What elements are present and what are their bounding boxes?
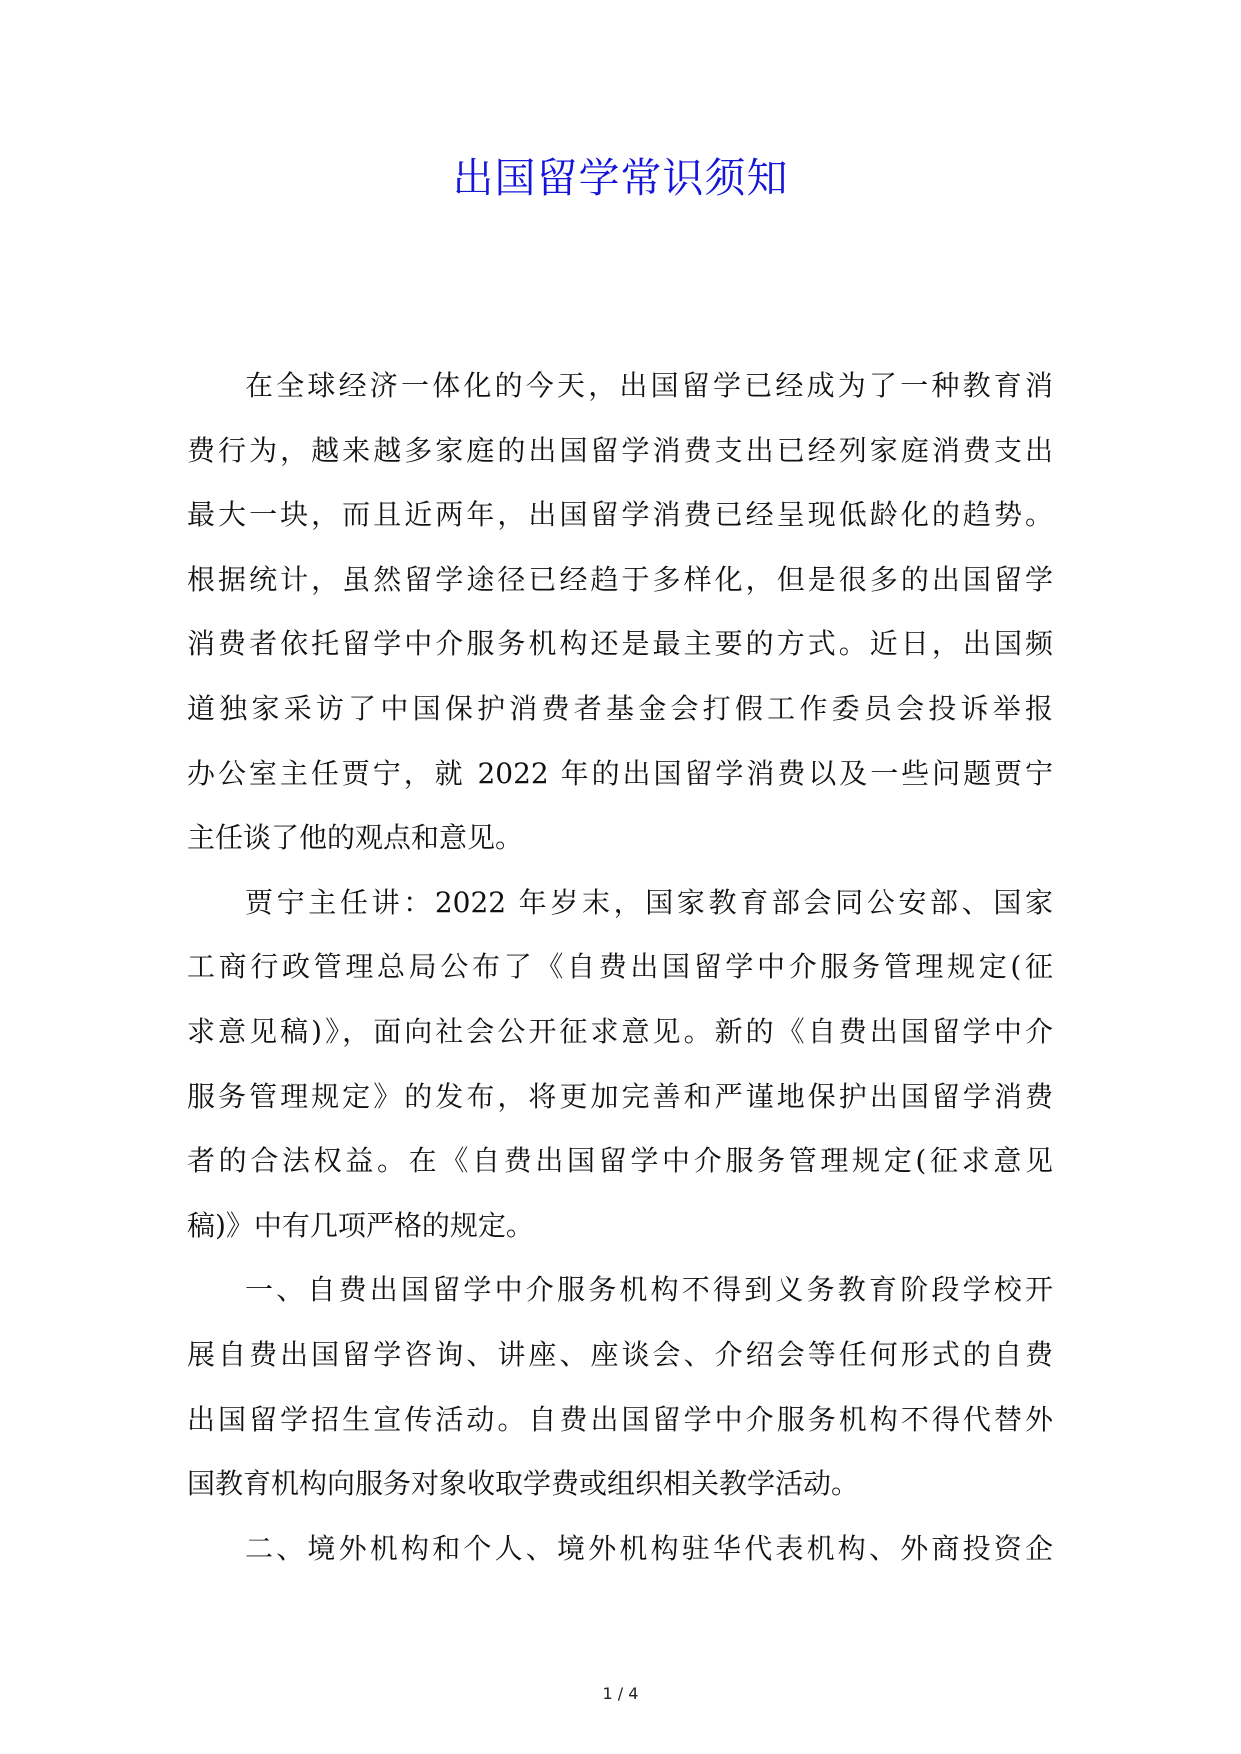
text-line: 稿)》中有几项严格的规定。 [187,1208,534,1242]
paragraph-4 [187,1517,1053,1582]
document-title: 出国留学常识须知 [452,154,789,202]
text-line: 二、境外机构和个人、境外机构驻华代表机构、外商投资企 [245,1531,1053,1565]
text-line: 办公室主任贾宁，就 2022 年的出国留学消费以及一些问题贾宁 [187,756,1053,790]
text-line: 求意见稿)》，面向社会公开征求意见。新的《自费出国留学中介 [187,1014,1053,1048]
text-line: 服务管理规定》的发布，将更加完善和严谨地保护出国留学消费 [187,1079,1053,1113]
text-line: 道独家采访了中国保护消费者基金会打假工作委员会投诉举报 [187,691,1053,725]
text-line: 工商行政管理总局公布了《自费出国留学中介服务管理规定(征 [187,950,1053,984]
text-line: 展自费出国留学咨询、讲座、座谈会、介绍会等任何形式的自费 [187,1337,1053,1371]
text-line: 一、自费出国留学中介服务机构不得到义务教育阶段学校开 [245,1273,1053,1307]
text-line: 消费者依托留学中介服务机构还是最主要的方式。近日，出国频 [187,627,1053,661]
text-line: 者的合法权益。在《自费出国留学中介服务管理规定(征求意见 [187,1144,1053,1178]
paragraph-1 [187,354,1053,871]
text-line: 出国留学招生宣传活动。自费出国留学中介服务机构不得代替外 [187,1402,1053,1436]
paragraph-2 [187,871,1053,1259]
text-line: 在全球经济一体化的今天，出国留学已经成为了一种教育消 [245,369,1053,402]
text-line: 贾宁主任讲：2022 年岁末，国家教育部会同公安部、国家 [245,885,1053,919]
text-line: 最大一块，而且近两年，出国留学消费已经呈现低龄化的趋势。 [187,498,1053,532]
page-number: 1 / 4 [602,1684,639,1703]
paragraph-3 [187,1258,1053,1516]
text-line: 主任谈了他的观点和意见。 [187,821,524,855]
text-line: 国教育机构向服务对象收取学费或组织相关教学活动。 [187,1467,860,1501]
text-line: 根据统计，虽然留学途径已经趋于多样化，但是很多的出国留学 [187,562,1053,596]
document-body [187,354,1053,1581]
text-line: 费行为，越来越多家庭的出国留学消费支出已经列家庭消费支出 [187,433,1053,467]
